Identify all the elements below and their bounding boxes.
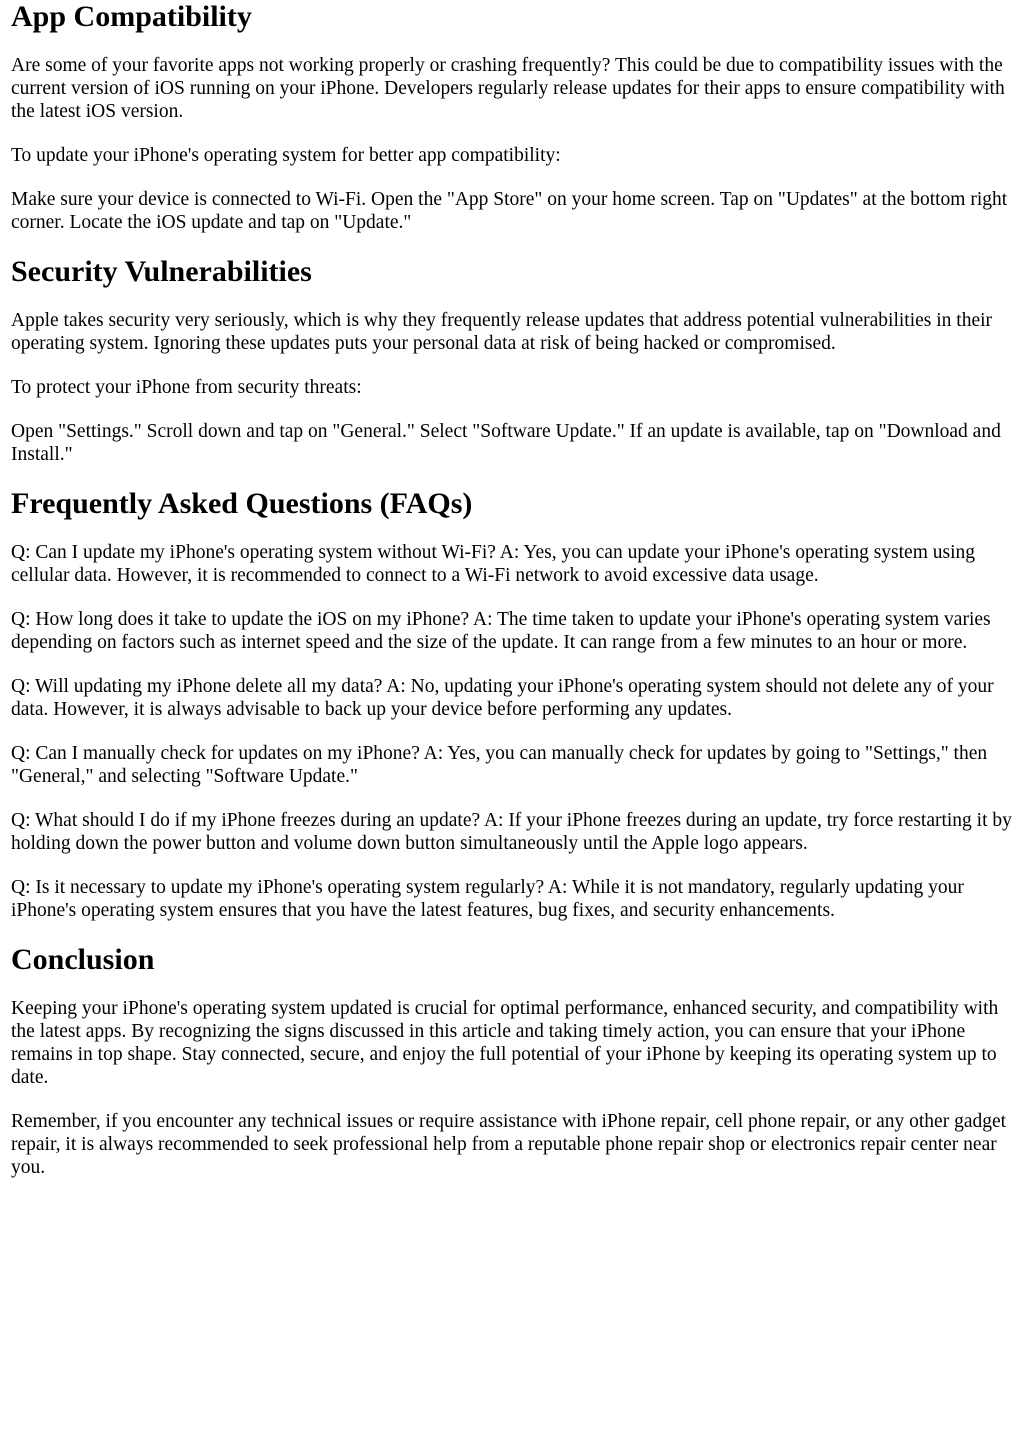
faq-item: Q: Can I update my iPhone's operating system without Wi-Fi? A: Yes, you can update your iPhone's operating system using cellular data. However, it is recommended to connect to a Wi-Fi network to avoid excessive data usage. <box>11 542 976 586</box>
section-conclusion <box>11 943 1013 1179</box>
faq-item: Q: How long does it take to update the iOS on my iPhone? A: The time taken to update your iPhone's operating system varies depending on factors such as internet speed and the size of the update. It can range from a few minutes to an hour or more. <box>11 609 991 653</box>
paragraph: Open "Settings." Scroll down and tap on "General." Select "Software Update." If an update is available, tap on "Download and Install." <box>11 421 1001 465</box>
paragraph: Apple takes security very seriously, which is why they frequently release updates that address potential vulnerabilities in their operating system. Ignoring these updates puts your personal data at risk of being hacked or compromised. <box>11 310 993 354</box>
paragraph: Make sure your device is connected to Wi-Fi. Open the "App Store" on your home screen. Tap on "Updates" at the bottom right corner. Locate the iOS update and tap on "Update." <box>11 189 1008 233</box>
section-faqs <box>11 487 1013 922</box>
paragraph: Are some of your favorite apps not working properly or crashing frequently? This could be due to compatibility issues with the current version of iOS running on your iPhone. Developers regularly release updates for their apps to ensure compatibility with the latest iOS version. <box>11 55 1005 122</box>
paragraph: Keeping your iPhone's operating system updated is crucial for optimal performance, enhanced security, and compatibility with the latest apps. By recognizing the signs discussed in this article and taking timely action, you can ensure that your iPhone remains in top shape. Stay connected, secure, and enjoy the full potential of your iPhone by keeping its operating system up to date. <box>11 998 999 1088</box>
faq-item: Q: Is it necessary to update my iPhone's operating system regularly? A: While it is not mandatory, regularly updating your iPhone's operating system ensures that you have the latest features, bug fixes, and security enhancements. <box>11 877 964 921</box>
paragraph: Remember, if you encounter any technical issues or require assistance with iPhone repair, cell phone repair, or any other gadget repair, it is always recommended to seek professional help from a reputable phone repair shop or electronics repair center near you. <box>11 1111 1007 1178</box>
paragraph: To protect your iPhone from security threats: <box>11 377 362 398</box>
section-app-compatibility <box>11 0 1013 234</box>
faq-item: Q: What should I do if my iPhone freezes during an update? A: If your iPhone freezes during an update, try force restarting it by holding down the power button and volume down button simultaneously until the Apple logo appears. <box>11 810 1012 854</box>
section-security-vulnerabilities <box>11 255 1013 466</box>
paragraph: To update your iPhone's operating system for better app compatibility: <box>11 145 561 166</box>
section-heading: Conclusion <box>11 943 155 976</box>
section-heading: Frequently Asked Questions (FAQs) <box>11 487 473 520</box>
section-heading: App Compatibility <box>11 0 252 33</box>
faq-item: Q: Can I manually check for updates on my iPhone? A: Yes, you can manually check for updates by going to "Settings," then "General," and selecting "Software Update." <box>11 743 988 787</box>
faq-item: Q: Will updating my iPhone delete all my data? A: No, updating your iPhone's operating system should not delete any of your data. However, it is always advisable to back up your device before performing any updates. <box>11 676 994 720</box>
section-heading: Security Vulnerabilities <box>11 255 312 288</box>
